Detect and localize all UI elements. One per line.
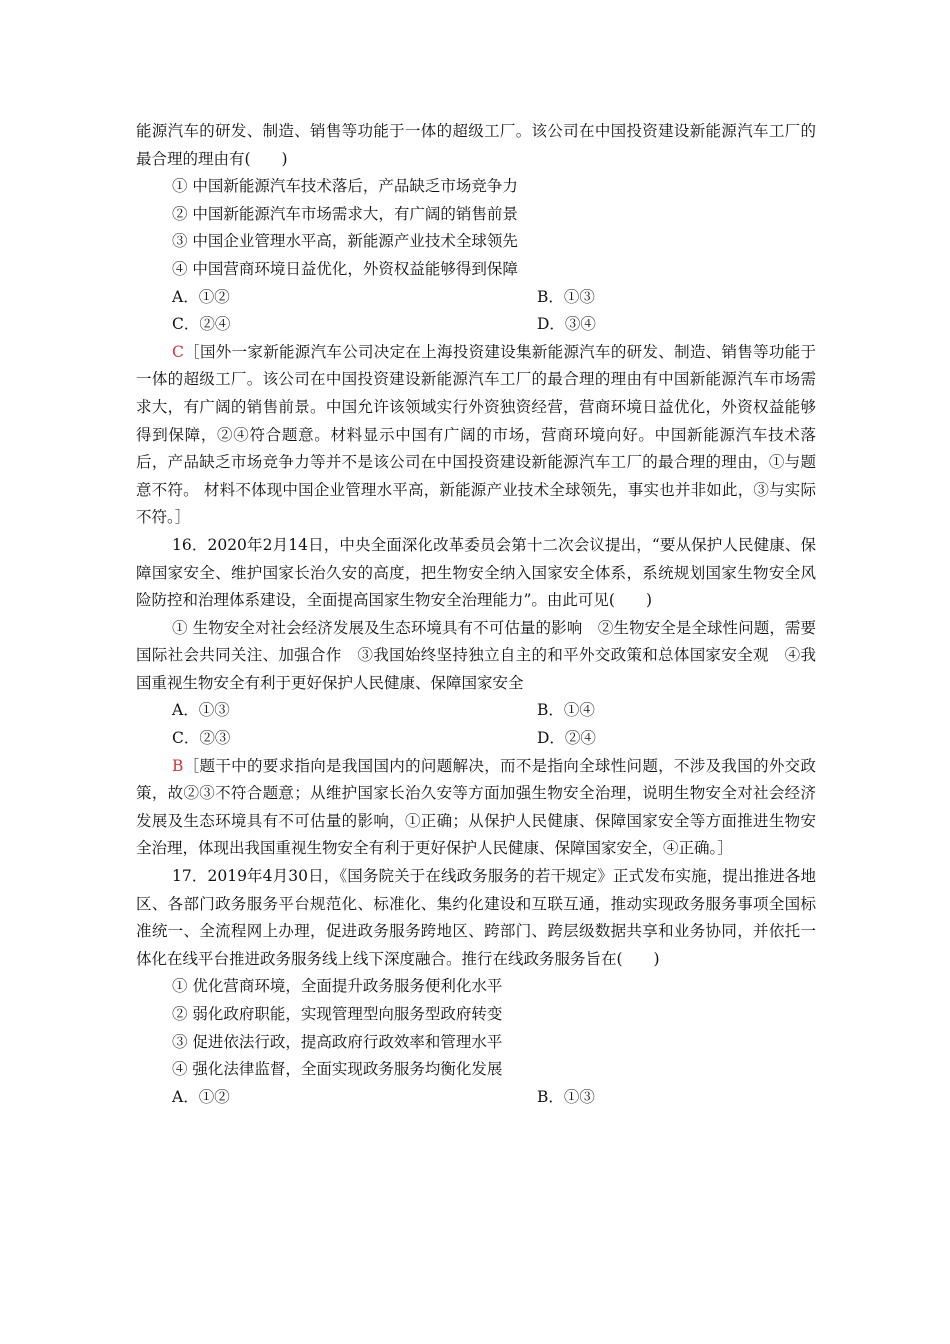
q15-option-2: ② 中国新能源汽车市场需求大，有广阔的销售前景 [172,204,518,223]
q15-choice-c: C．②④ [172,315,231,334]
q16-options: ① 生物安全对社会经济发展及生态环境具有不可估量的影响 ②生物安全是全球性问题，需要国际社会共同关注、加强合作 ③我国始终坚持独立自主的和平外交政策和总体国家安全观 ④我国重视生物安全有利于更好保护人民健康、保障国家安全 [136,618,816,692]
q15-answer [136,339,816,532]
q15-choices-row-2 [136,311,816,339]
q16-answer-key: B [172,756,184,775]
q15-choice-a: A．①② [172,287,230,306]
q17-choices-row-1 [136,1084,816,1112]
q16-choice-d: D．②④ [537,729,596,748]
q16-answer [136,753,816,863]
page-content [136,118,816,1111]
q17-option-3: ③ 促进依法行政，提高政府行政效率和管理水平 [172,1032,503,1051]
q15-choices-row-1 [136,284,816,312]
q15-stem: 能源汽车的研发、制造、销售等功能于一体的超级工厂。该公司在中国投资建设新能源汽车工厂的最合理的理由有( ) [136,122,816,168]
q15-option-4: ④ 中国营商环境日益优化，外资权益能够得到保障 [172,259,518,278]
q16-answer-text: ［题干中的要求指向是我国国内的问题解决，而不是指向全球性问题，不涉及我国的外交政策，故②③不符合题意；从维护国家长治久安等方面加强生物安全治理，说明生物安全对社会经济发展及生态环境具有不可估量的影响，①正确；从保护人民健康、保障国家安全等方面推进生物安全治理，体现出我国重视生物安全有利于更好保护人民健康、保障国家安全，④正确。］ [136,756,816,858]
q16-stem: 16．2020年2月14日，中央全面深化改革委员会第十二次会议提出，“要从保护人民健康、保障国家安全、维护国家长治久安的高度，把生物安全纳入国家安全体系，系统规划国家生物安全风险防控和治理体系建设，全面提高国家生物安全治理能力”。由此可见( ) [136,535,816,610]
q17-choice-a: A．①② [172,1087,230,1106]
q17-option-4: ④ 强化法律监督，全面实现政务服务均衡化发展 [172,1060,503,1079]
q15-option-3: ③ 中国企业管理水平高，新能源产业技术全球领先 [172,232,518,251]
q17-option-1: ① 优化营商环境，全面提升政务服务便利化水平 [172,977,503,996]
q15-choice-d: D．③④ [537,315,596,334]
q17-option-2: ② 弱化政府职能，实现管理型向服务型政府转变 [172,1005,503,1023]
q15-option-1: ① 中国新能源汽车技术落后，产品缺乏市场竞争力 [172,177,518,196]
q16-choice-c: C．②③ [172,729,231,748]
q16-choice-a: A．①③ [172,701,230,720]
q16-choice-b: B．①④ [537,701,595,720]
q15-answer-key: C [172,342,184,361]
q15-choice-b: B．①③ [537,287,595,306]
q16-choices-row-2 [136,725,816,753]
q16-choices-row-1 [136,697,816,725]
q15-answer-text: ［国外一家新能源汽车公司决定在上海投资建设集新能源汽车的研发、制造、销售等功能于一体的超级工厂。该公司在中国投资建设新能源汽车工厂的最合理的理由有中国新能源汽车市场需求大，有广阔的销售前景。中国允许该领域实行外资独资经营，营商环境日益优化，外资权益能够得到保障，②④符合题意。材料显示中国有广阔的市场，营商环境向好。中国新能源汽车技术落后，产品缺乏市场竞争力等并不是该公司在中国投资建设新能源汽车工厂的最合理的理由，①与题意不符。 材料不体现中国企业管理水平高，新能源产业技术全球领先，事实也并非如此，③与实际不符。］ [136,342,816,527]
q17-choice-b: B．①③ [537,1087,595,1106]
q17-stem: 17．2019年4月30日，《国务院关于在线政务服务的若干规定》正式发布实施，提出推进各地区、各部门政务服务平台规范化、标准化、集约化建设和互联互通，推动实现政务服务事项全国标准统一、全流程网上办理，促进政务服务跨地区、跨部门、跨层级数据共享和业务协同，并依托一体化在线平台推进政务服务线上线下深度融合。推行在线政务服务旨在( ) [136,867,816,968]
